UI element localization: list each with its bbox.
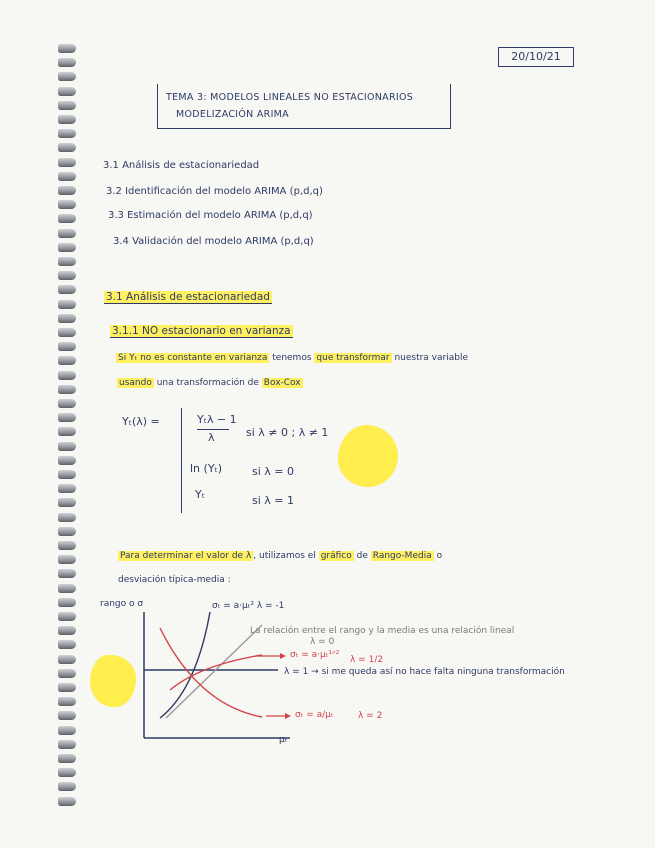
label-lambda-2: λ = 2 bbox=[358, 711, 383, 721]
formula-case3-expr: Yₜ bbox=[195, 488, 205, 501]
label-lambda-0: λ = 0 bbox=[310, 637, 335, 647]
paragraph-line-2: usando una transformación de Box-Cox bbox=[119, 378, 301, 388]
arrow-mid-head bbox=[280, 653, 286, 659]
paragraph2-line-2: desviación típica-media : bbox=[118, 575, 231, 585]
toc-item-2: 3.2 Identificación del modelo ARIMA (p,d,q) bbox=[106, 186, 323, 197]
paragraph2-line-1: Para determinar el valor de λ , utilizamos el gráfico de Rango-Media o bbox=[120, 551, 443, 561]
subsection-heading: 3.1.1 NO estacionario en varianza bbox=[112, 325, 291, 337]
section-heading: 3.1 Análisis de estacionariedad bbox=[106, 291, 270, 303]
toc-item-4: 3.4 Validación del modelo ARIMA (p,d,q) bbox=[113, 236, 314, 247]
date-text: 20/10/21 bbox=[511, 50, 561, 63]
title-line-2: MODELIZACIÓN ARIMA bbox=[176, 109, 289, 120]
formula-case1-denominator: λ bbox=[208, 431, 215, 444]
formula-case2-condition: si λ = 0 bbox=[252, 465, 295, 478]
formula-lhs: Yₜ(λ) = bbox=[122, 415, 160, 428]
label-lambda-2-formula: σₜ = a/μₜ bbox=[295, 710, 334, 720]
paragraph-line-1: Si Yₜ no es constante en varianza tenemos que transformar nuestra variable bbox=[118, 353, 468, 363]
formula-case3-condition: si λ = 1 bbox=[252, 494, 295, 507]
label-lambda-1-note: λ = 1 → si me queda así no hace falta ninguna transformación bbox=[284, 667, 565, 677]
label-lambda-half-formula: σₜ = a·μₜ¹ᐟ² bbox=[290, 650, 340, 660]
formula-case2-expr: ln (Yₜ) bbox=[190, 462, 223, 475]
label-lambda-half: λ = 1/2 bbox=[350, 655, 384, 665]
curve-lambda-minus-1 bbox=[160, 612, 210, 718]
formula-case1-condition: si λ ≠ 0 ; λ ≠ 1 bbox=[246, 426, 329, 439]
graph-xlabel: μₜ bbox=[279, 735, 288, 745]
toc-item-1: 3.1 Análisis de estacionariedad bbox=[103, 160, 260, 171]
title-line-1: TEMA 3: MODELOS LINEALES NO ESTACIONARIOS bbox=[166, 92, 414, 103]
formula-case1-numerator: Yₜλ − 1 bbox=[197, 413, 237, 426]
curve-lambda-half bbox=[170, 655, 262, 690]
label-lambda-minus-1: σₜ = a·μₜ² λ = -1 bbox=[212, 601, 285, 611]
label-linear-note: La relación entre el rango y la media es una relación lineal bbox=[250, 626, 515, 636]
line-lambda-0 bbox=[166, 625, 262, 718]
graph-ylabel: rango o σ bbox=[100, 599, 144, 609]
arrow-bottom-head bbox=[285, 713, 291, 719]
toc-item-3: 3.3 Estimación del modelo ARIMA (p,d,q) bbox=[108, 210, 313, 221]
